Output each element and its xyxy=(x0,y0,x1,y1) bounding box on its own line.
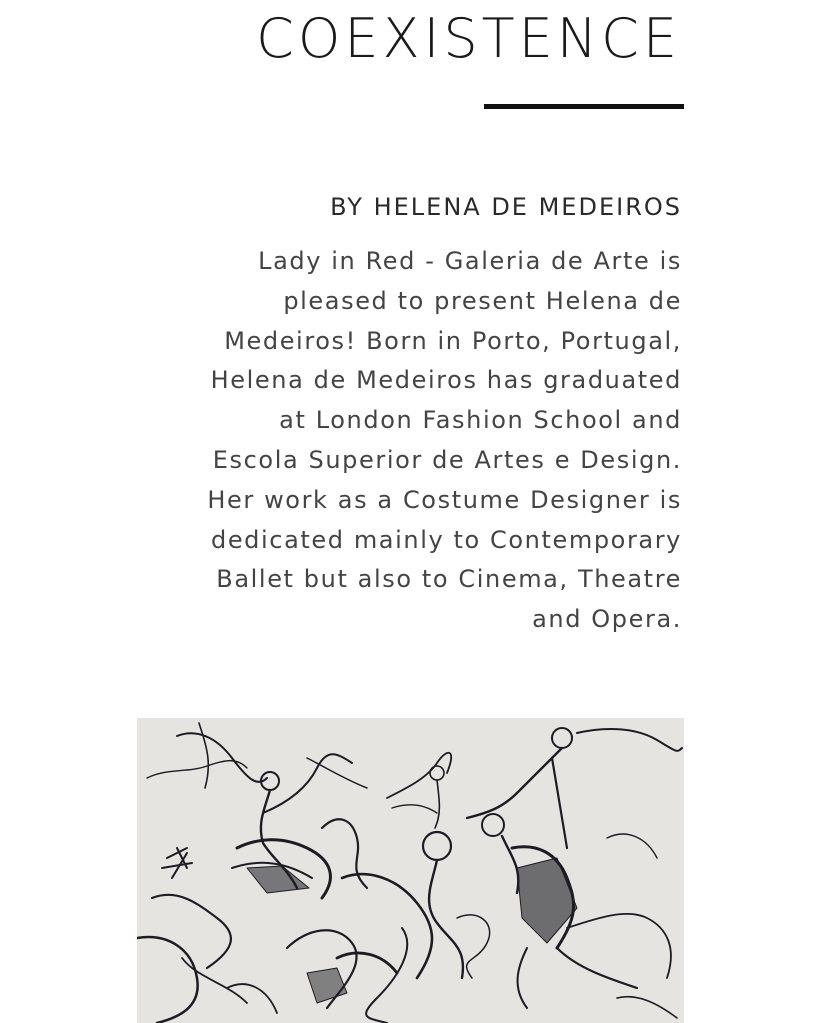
intro-line: at London Fashion School and xyxy=(279,406,682,435)
title-underline xyxy=(484,104,684,109)
intro-line: Ballet but also to Cinema, Theatre xyxy=(216,565,682,594)
artist-byline: BY HELENA DE MEDEIROS xyxy=(330,193,682,221)
intro-line: Escola Superior de Artes e Design. xyxy=(212,445,682,474)
intro-line: Helena de Medeiros has graduated xyxy=(210,366,682,395)
intro-line: Her work as a Costume Designer is xyxy=(207,485,682,514)
dancers-ink-sketch xyxy=(137,718,684,1023)
intro-line: Medeiros! Born in Porto, Portugal, xyxy=(224,326,682,355)
page-title: COEXISTENCE xyxy=(256,7,681,70)
intro-line: and Opera. xyxy=(532,605,682,634)
artwork-image xyxy=(137,718,684,1023)
intro-paragraph xyxy=(122,242,682,640)
intro-line: Lady in Red - Galeria de Arte is xyxy=(258,247,682,275)
intro-line: dedicated mainly to Contemporary xyxy=(210,525,682,554)
intro-line: pleased to present Helena de xyxy=(283,286,682,315)
